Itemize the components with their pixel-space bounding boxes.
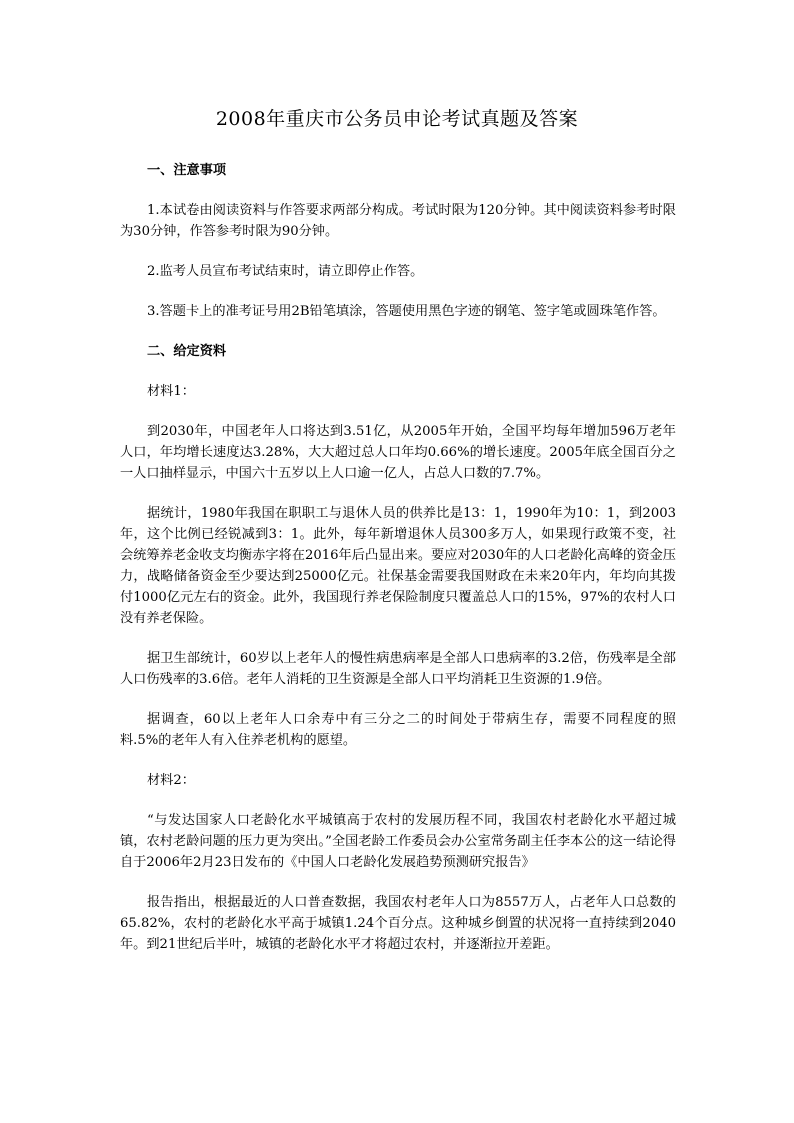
material-2-label: 材料2：: [147, 773, 195, 788]
notes-item-2: 2.监考人员宣布考试结束时，请立即停止作答。: [147, 264, 424, 279]
material-2-paragraph: “与发达国家人口老龄化水平城镇高于农村的发展历程不同，我国农村老龄化水平超过城镇，农村老龄问题的压力更为突出。”全国老龄工作委员会办公室常务副主任李本公的这一结论得自于2006年2月23日发布的《中国人口老龄化发展趋势预测研究报告》: [120, 813, 676, 870]
page-title: 2008年重庆市公务员申论考试真题及答案: [215, 108, 579, 130]
notes-item-3: 3.答题卡上的准考证号用2B铅笔填涂，答题使用黑色字迹的钢笔、签字笔或圆珠笔作答。: [147, 304, 666, 319]
document-body: [120, 160, 676, 974]
material-1-paragraph: 据调查，60以上老年人口余寿中有三分之二的时间处于带病生存，需要不同程度的照料.5%的老年人有入住养老机构的愿望。: [120, 712, 676, 748]
section-heading-notes: 一、注意事项: [147, 163, 227, 178]
material-1-paragraph: 据卫生部统计，60岁以上老年人的慢性病患病率是全部人口患病率的3.2倍，伤残率是全部人口伤残率的3.6倍。老年人消耗的卫生资源是全部人口平均消耗卫生资源的1.9倍。: [120, 651, 676, 687]
material-1-label: 材料1：: [147, 384, 195, 399]
notes-item-1: 1.本试卷由阅读资料与作答要求两部分构成。考试时限为120分钟。其中阅读资料参考时限为30分钟，作答参考时限为90分钟。: [120, 203, 676, 239]
material-1-paragraph: 据统计，1980年我国在职职工与退休人员的供养比是13：1，1990年为10：1，到2003年，这个比例已经锐减到3：1。此外，每年新增退休人员300多万人，如果现行政策不变，社会统筹养老金收支均衡赤字将在2016年后凸显出来。要应对2030年的人口老龄化高峰的资金压力，战略储备资金至少要达到25000亿元。社保基金需要我国财政在未来20年内，年均向其拨付1000亿元左右的资金。此外，我国现行养老保险制度只覆盖总人口的15%，97%的农村人口没有养老保险。: [120, 506, 676, 626]
material-2-paragraph: 报告指出，根据最近的人口普查数据，我国农村老年人口为8557万人，占老年人口总数的65.82%，农村的老龄化水平高于城镇1.24个百分点。这种城乡倒置的状况将一直持续到2040年。到21世纪后半叶，城镇的老龄化水平才将超过农村，并逐渐拉开差距。: [120, 895, 676, 952]
section-heading-materials: 二、给定资料: [147, 344, 227, 359]
material-1-paragraph: 到2030年，中国老年人口将达到3.51亿，从2005年开始，全国平均每年增加596万老年人口，年均增长速度达3.28%，大大超过总人口年均0.66%的增长速度。2005年底全国百分之一人口抽样显示，中国六十五岁以上人口逾一亿人，占总人口数的7.7%。: [120, 424, 676, 481]
